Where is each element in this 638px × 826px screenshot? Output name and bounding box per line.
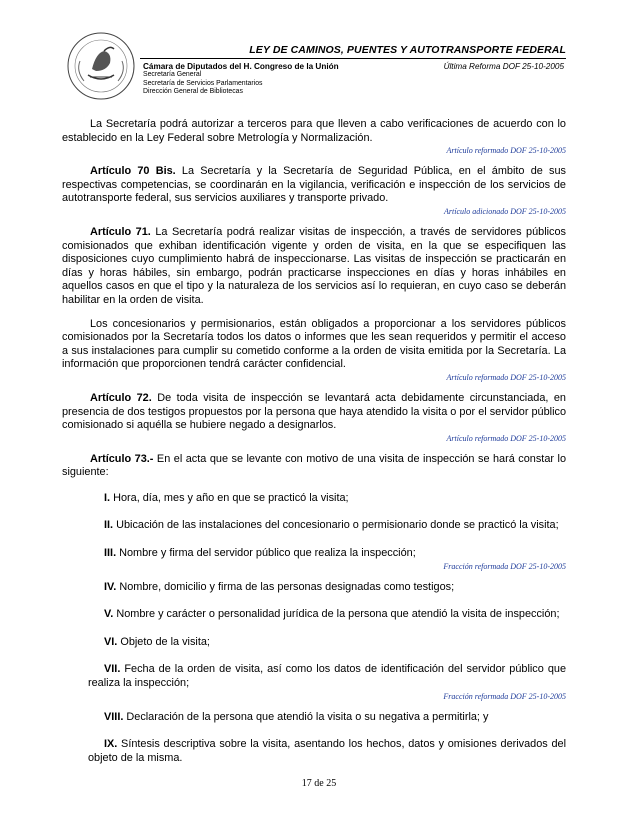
article-73 [62,453,566,480]
paragraph-verificaciones: La Secretaría podrá autorizar a terceros para que lleven a cabo verificaciones de acuerdo con lo establecido en la Ley Federal sobre Metrología y Normalización. [62,118,566,144]
fraction-number: IX. [104,738,118,751]
coat-of-arms-seal-icon [66,31,136,101]
article-label: Artículo 70 Bis. [90,165,176,178]
fraction-number: II. [104,519,114,532]
fraction-iii [62,547,566,561]
fraction-text: Nombre y firma del servidor público que realiza la inspección; [116,547,416,560]
fraction-text: Ubicación de las instalaciones del concesionario o permisionario donde se practicó la visita; [113,519,559,532]
fraction-vi [62,636,566,650]
fraction-text: Nombre y carácter o personalidad jurídica de la persona que atendió la visita de inspección; [113,608,560,621]
fraction-reform-note: Fracción reformada DOF 25-10-2005 [443,561,566,571]
fraction-number: IV. [104,580,117,593]
chamber-name: Cámara de Diputados del H. Congreso de la Unión [143,62,339,71]
fraction-viii [62,711,566,725]
fraction-number: VII. [104,663,121,676]
last-reform-date: Última Reforma DOF 25-10-2005 [443,62,564,71]
reform-note: Artículo reformado DOF 25-10-2005 [446,146,566,156]
article-text: En el acta que se levante con motivo de una visita de inspección se hará constar lo siguiente: [62,452,567,479]
article-label: Artículo 73.- [90,452,154,465]
article-label: Artículo 71. [90,225,151,238]
fraction-text: Nombre, domicilio y firma de las personas designadas como testigos; [116,580,455,593]
fraction-text: Declaración de la persona que atendió la visita o su negativa a permitirla; y [123,710,489,723]
fraction-text: Objeto de la visita; [117,635,210,648]
fraction-number: VIII. [104,710,124,723]
fraction-number: III. [104,547,117,560]
addition-note: Artículo adicionado DOF 25-10-2005 [444,206,566,216]
page-number: 17 de 25 [301,778,337,789]
article-70-bis [62,165,566,206]
institution-block [143,62,339,97]
fraction-iv [62,581,566,595]
fraction-reform-note: Fracción reformada DOF 25-10-2005 [443,691,566,701]
article-label: Artículo 72. [90,391,152,404]
fraction-number: VI. [104,635,118,648]
law-title: LEY DE CAMINOS, PUENTES Y AUTOTRANSPORTE FEDERAL [249,44,566,56]
servicios-parlamentarios: Secretaría de Servicios Parlamentarios [143,79,263,87]
article-71-paragraph-2: Los concesionarios y permisionarios, están obligados a proporcionar a los servidores públicos comisionados por la Secretaría todos los datos o informes que les sean requeridos y permitir el acceso a sus instalaciones para cumplir su cometido conforme a la orden de visita emitida por la Secretaría. La información que proporcionen tendrá carácter confidencial. [62,317,566,371]
reform-note: Artículo reformado DOF 25-10-2005 [446,372,566,382]
document-body [62,118,566,765]
fraction-ii [62,519,566,533]
fraction-i [62,492,566,506]
article-71 [62,226,566,308]
direccion-bibliotecas: Dirección General de Bibliotecas [143,88,243,96]
fraction-text: Fecha de la orden de visita, así como los datos de identificación del servidor público que realiza la inspección; [88,663,566,690]
fraction-text: Hora, día, mes y año en que se practicó la visita; [110,491,349,504]
reform-note: Artículo reformado DOF 25-10-2005 [446,433,566,443]
header-rule [140,58,566,59]
article-text: La Secretaría y la Secretaría de Seguridad Pública, en el ámbito de sus respectivas competencias, se coordinarán en la vigilancia, verificación e inspección de los servicios de autotransporte federal, sus servicios auxiliares y transporte privado. [62,165,566,205]
fraction-ix [62,738,566,765]
fraction-vii [62,663,566,690]
article-72 [62,392,566,433]
fraction-number: V. [104,608,114,621]
fraction-text: Síntesis descriptiva sobre la visita, asentando los hechos, datos y omisiones derivados del objeto de la misma. [88,738,566,764]
article-text: La Secretaría podrá realizar visitas de inspección, a través de servidores públicos comisionados que exhiban identificación vigente y orden de visita, en la que se especifiquen las disposiciones cuyo cumplimiento habrá de inspeccionarse. Las visitas de inspección se practicarán en días y horas hábiles, sin embargo, podrán practicarse inspecciones en días y horas inhábiles en aquellos casos en que el tipo y la naturaleza de los servicios así lo requieran, en cuyo caso se deberán habilitar en la orden de visita. [62,225,567,306]
article-text: De toda visita de inspección se levantará acta debidamente circunstanciada, en presencia de dos testigos propuestos por la persona que haya atendido la visita o por el servidor público comisionado si aquélla se hubiere negado a designarlos. [62,391,566,432]
fraction-number: I. [104,491,111,504]
secretaria-general: Secretaría General [143,71,202,79]
fraction-v [62,608,566,622]
